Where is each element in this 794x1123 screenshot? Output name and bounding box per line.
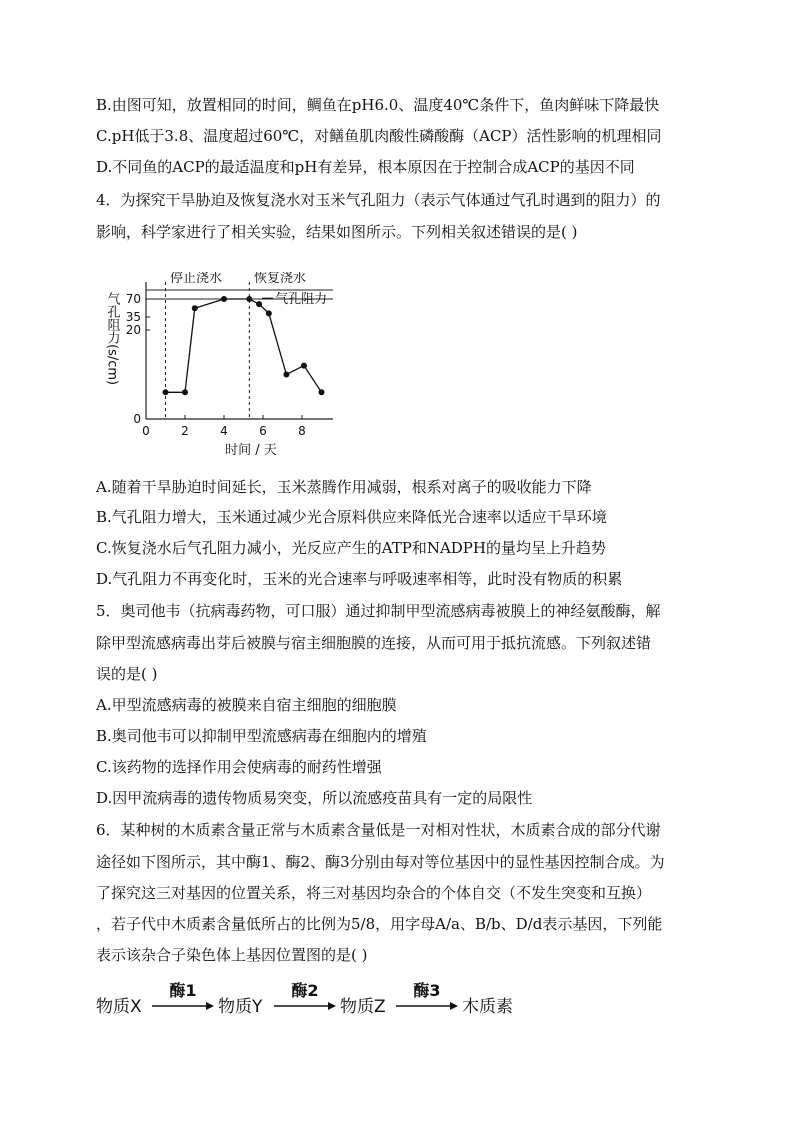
enzyme-label-1: 酶1 <box>169 981 197 1000</box>
q5-option-a: A.甲型流感病毒的被膜来自宿主细胞的细胞膜 <box>96 696 397 714</box>
q5-option-d: D.因甲流病毒的遗传物质易突变，所以流感疫苗具有一定的局限性 <box>96 789 533 807</box>
q4-stem-line1: 4．为探究干旱胁迫及恢复浇水对玉米气孔阻力（表示气体通过气孔时遇到的阻力）的 <box>96 191 661 209</box>
x-tick-label: 6 <box>259 424 267 438</box>
x-tick-label: 0 <box>142 424 150 438</box>
q6-stem-line5: 表示该杂合子染色体上基因位置图的是( ) <box>96 946 368 964</box>
y-axis-label: 气孔阻力(s/cm) <box>104 292 120 386</box>
enzyme-label-3: 酶3 <box>413 981 441 1000</box>
data-point-9 <box>301 363 307 369</box>
data-point-1 <box>163 389 169 395</box>
stomatal-resistance-line <box>166 299 322 392</box>
q5-option-b: B.奥司他韦可以抑制甲型流感病毒在细胞内的增殖 <box>96 727 427 745</box>
pathway-node-4: 木质素 <box>462 997 513 1017</box>
x-axis-label: 时间 / 天 <box>225 443 277 458</box>
q3-option-c: C.pH低于3.8、温度超过60℃，对鳝鱼肌肉酸性磷酸酶（ACP）活性影响的机理相同 <box>96 127 662 145</box>
q4-option-b: B.气孔阻力增大，玉米通过减少光合原料供应来降低光合速率以适应干旱环境 <box>96 508 607 526</box>
q5-stem-line2: 除甲型流感病毒出芽后被膜与宿主细胞膜的连接，从而可用于抵抗流感。下列叙述错 <box>96 634 652 652</box>
pathway-node-2: 物质Y <box>218 997 263 1017</box>
data-point-6 <box>256 301 262 307</box>
q4-stem-line2: 影响，科学家进行了相关实验，结果如图所示。下列相关叙述错误的是( ) <box>96 223 578 241</box>
data-point-4 <box>221 296 227 302</box>
pathway-node-1: 物质X <box>96 997 142 1017</box>
lignin-pathway <box>96 974 536 1024</box>
q4-option-c: C.恢复浇水后气孔阻力减小，光反应产生的ATP和NADPH的量均呈上升趋势 <box>96 539 606 557</box>
pathway-arrowhead-3 <box>450 1002 458 1010</box>
data-point-2 <box>182 389 188 395</box>
data-point-5 <box>246 296 252 302</box>
data-point-7 <box>266 310 272 316</box>
q5-option-c: C.该药物的选择作用会使病毒的耐药性增强 <box>96 758 382 776</box>
q4-option-d: D.气孔阻力不再变化时，玉米的光合速率与呼吸速率相等，此时没有物质的积累 <box>96 570 623 588</box>
region-label-stop-watering: 停止浇水 <box>170 272 223 286</box>
q3-option-b: B.由图可知，放置相同的时间，鲷鱼在pH6.0、温度40℃条件下，鱼肉鲜味下降最快 <box>96 96 660 114</box>
y-tick-label: 70 <box>125 292 141 306</box>
q6-stem-line1: 6．某种树的木质素含量正常与木质素含量低是一对相对性状，木质素合成的部分代谢 <box>96 821 661 839</box>
y-tick-label: 35 <box>125 310 141 324</box>
region-label-resume-watering: 恢复浇水 <box>254 272 307 286</box>
q3-option-d: D.不同鱼的ACP的最适温度和pH有差异，根本原因在于控制合成ACP的基因不同 <box>96 158 635 176</box>
data-point-10 <box>319 389 325 395</box>
q6-stem-line2: 途径如下图所示，其中酶1、酶2、酶3分别由每对等位基因中的显性基因控制合成。为 <box>96 853 665 871</box>
x-tick-label: 4 <box>220 424 228 438</box>
pathway-svg <box>96 974 536 1024</box>
enzyme-label-2: 酶2 <box>291 981 319 1000</box>
data-point-8 <box>283 372 289 378</box>
pathway-arrowhead-2 <box>328 1002 336 1010</box>
y-tick-label: 20 <box>125 323 141 337</box>
q4-option-a: A.随着干旱胁迫时间延长，玉米蒸腾作用减弱，根系对离子的吸收能力下降 <box>96 478 592 496</box>
q5-stem-line3: 误的是( ) <box>96 665 158 683</box>
pathway-node-3: 物质Z <box>340 997 386 1017</box>
chart-svg <box>96 272 356 462</box>
q6-stem-line3: 了探究这三对基因的位置关系，将三对基因均杂合的个体自交（不发生突变和互换） <box>96 884 652 902</box>
pathway-arrowhead-1 <box>206 1002 214 1010</box>
y-tick-label: 0 <box>133 412 141 426</box>
x-tick-label: 8 <box>298 424 306 438</box>
data-point-3 <box>192 305 198 311</box>
series-label: 气孔阻力 <box>275 292 328 308</box>
stomatal-resistance-chart <box>96 272 356 462</box>
q6-stem-line4: ，若子代中木质素含量低所占的比例为5/8，用字母A/a、B/b、D/d表示基因，下列能 <box>96 915 663 933</box>
x-tick-label: 2 <box>181 424 189 438</box>
q5-stem-line1: 5．奥司他韦（抗病毒药物，可口服）通过抑制甲型流感病毒被膜上的神经氨酸酶，解 <box>96 602 661 620</box>
